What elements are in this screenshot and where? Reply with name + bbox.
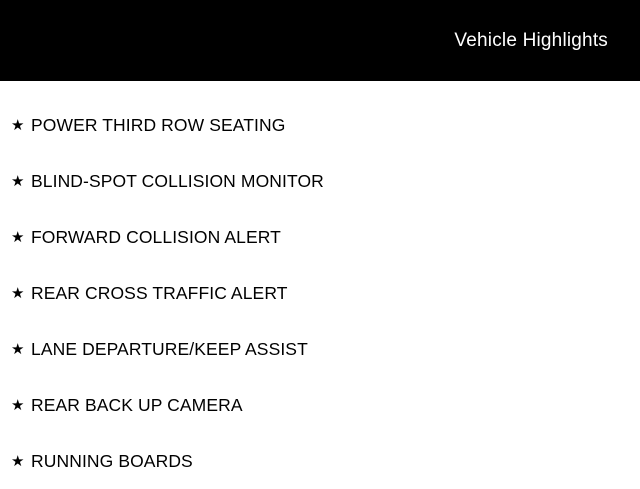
list-item-label: RUNNING BOARDS	[31, 450, 193, 471]
list-item-label: FORWARD COLLISION ALERT	[31, 226, 281, 247]
star-icon: ★	[11, 228, 25, 246]
star-icon: ★	[11, 340, 25, 358]
list-item-label: REAR CROSS TRAFFIC ALERT	[31, 282, 288, 303]
list-item-label: LANE DEPARTURE/KEEP ASSIST	[31, 338, 308, 359]
list-item	[0, 321, 640, 377]
list-item-label: POWER THIRD ROW SEATING	[31, 114, 286, 135]
list-item-label: BLIND-SPOT COLLISION MONITOR	[31, 170, 324, 191]
list-item	[0, 433, 640, 489]
list-item-label: REAR BACK UP CAMERA	[31, 394, 243, 415]
list-item	[0, 97, 640, 153]
list-item	[0, 377, 640, 433]
page-title: Vehicle Highlights	[454, 29, 608, 51]
star-icon: ★	[11, 396, 25, 414]
highlights-list	[0, 81, 640, 489]
star-icon: ★	[11, 452, 25, 470]
list-item	[0, 265, 640, 321]
star-icon: ★	[11, 116, 25, 134]
header-bar	[0, 0, 640, 81]
star-icon: ★	[11, 284, 25, 302]
list-item	[0, 153, 640, 209]
star-icon: ★	[11, 172, 25, 190]
list-item	[0, 209, 640, 265]
